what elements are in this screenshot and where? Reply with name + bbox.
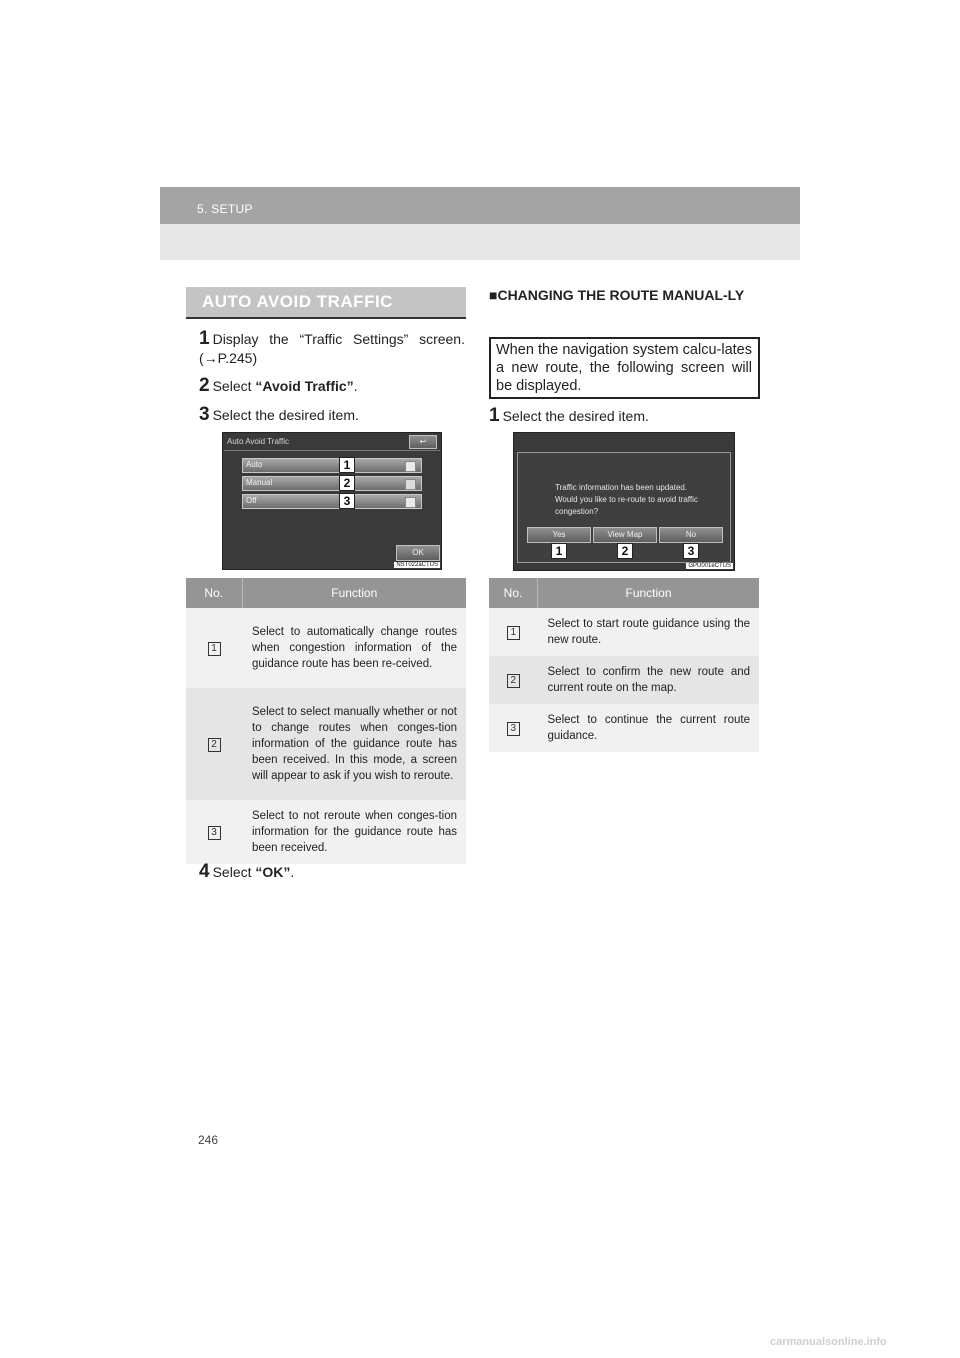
reroute-screen [513,432,735,571]
option-label: Off [246,496,257,505]
no-button[interactable]: No [659,527,723,543]
table-row [489,608,759,656]
row-number [186,608,242,688]
table-row [489,656,759,704]
step-number: 1 [489,405,500,426]
image-code: GPU001eCTUS [688,563,731,569]
row-number [489,656,538,704]
table-row [186,608,466,688]
callout-1: 1 [551,543,567,559]
section-title: 5. SETUP [197,202,253,216]
number-box: 3 [208,826,221,840]
row-number [186,688,242,800]
auto-avoid-screen [222,432,442,570]
col-header-function: Function [242,578,466,608]
row-number [186,800,242,864]
callout-3: 3 [339,493,355,509]
step-text: Select the desired item. [212,407,359,423]
option-label: Auto [246,460,263,469]
step-3 [199,405,359,425]
step-number: 4 [199,861,210,882]
yes-button[interactable]: Yes [527,527,591,543]
step-text: . [290,864,295,880]
function-table-left [186,578,466,864]
table-row [489,704,759,752]
view-map-button[interactable]: View Map [593,527,657,543]
row-function: Select to continue the current route guidance. [538,704,760,752]
callout-1: 1 [339,457,355,473]
row-function: Select to start route guidance using the new route. [538,608,760,656]
step-1-right [489,406,649,426]
row-number [489,608,538,656]
page-number: 246 [198,1133,219,1147]
checkbox-icon[interactable] [405,479,416,490]
callout-2: 2 [339,475,355,491]
checkbox-icon[interactable] [405,461,416,472]
col-header-no: No. [186,578,242,608]
col-header-no: No. [489,578,538,608]
step-text: . [353,378,358,394]
step-text: Select [212,864,256,880]
row-number [489,704,538,752]
step-2 [199,376,358,396]
screen-title: Auto Avoid Traffic [227,437,289,446]
divider [224,450,440,451]
step-number: 3 [199,404,210,425]
dialog-message: Traffic information has been updated. Would you like to re-route to avoid traffic congestion? [555,483,698,516]
number-box: 3 [507,722,520,736]
step-number: 2 [199,375,210,396]
option-manual[interactable] [242,476,422,491]
checkbox-icon[interactable] [405,497,416,508]
step-1 [199,329,465,368]
section-heading-text: AUTO AVOID TRAFFIC [202,292,393,311]
col-header-function: Function [538,578,760,608]
number-box: 1 [208,642,221,656]
option-label: Manual [246,478,273,487]
header-sub-bar [160,224,800,260]
option-off[interactable] [242,494,422,509]
back-button[interactable] [409,435,437,449]
row-function: Select to select manually whether or not to change routes when conges-tion information of the guidance route has been received. In this mode, a screen will appear to ask if you wish to reroute. [242,688,466,800]
step-text: Select [212,378,256,394]
option-auto[interactable] [242,458,422,473]
row-function: Select to confirm the new route and current route on the map. [538,656,760,704]
table-row [186,800,466,864]
number-box: 1 [507,626,520,640]
row-function: Select to automatically change routes when congestion information of the guidance route has been re-ceived. [242,608,466,688]
ok-button[interactable]: OK [396,545,440,561]
row-function: Select to not reroute when conges-tion information for the guidance route has been received. [242,800,466,864]
step-4 [199,862,294,882]
number-box: 2 [208,738,221,752]
step-text: Display the “Traffic Settings” screen. (→P.245) [199,331,465,366]
section-heading [186,287,466,319]
watermark: carmanualsonline.info [770,1336,887,1348]
info-box: When the navigation system calcu-lates a new route, the following screen will be displayed. [489,337,760,399]
number-box: 2 [507,674,520,688]
image-code: NST022aCTUS [396,562,438,568]
step-text-bold: “Avoid Traffic” [255,378,354,394]
table-row [186,688,466,800]
subsection-heading: ■CHANGING THE ROUTE MANUAL-LY [489,287,745,303]
step-text: Select the desired item. [502,408,649,424]
callout-3: 3 [683,543,699,559]
step-number: 1 [199,328,210,349]
back-icon: ↩ [419,437,427,446]
function-table-right [489,578,759,752]
callout-2: 2 [617,543,633,559]
step-text-bold: “OK” [255,864,291,880]
header-bar [160,187,800,224]
